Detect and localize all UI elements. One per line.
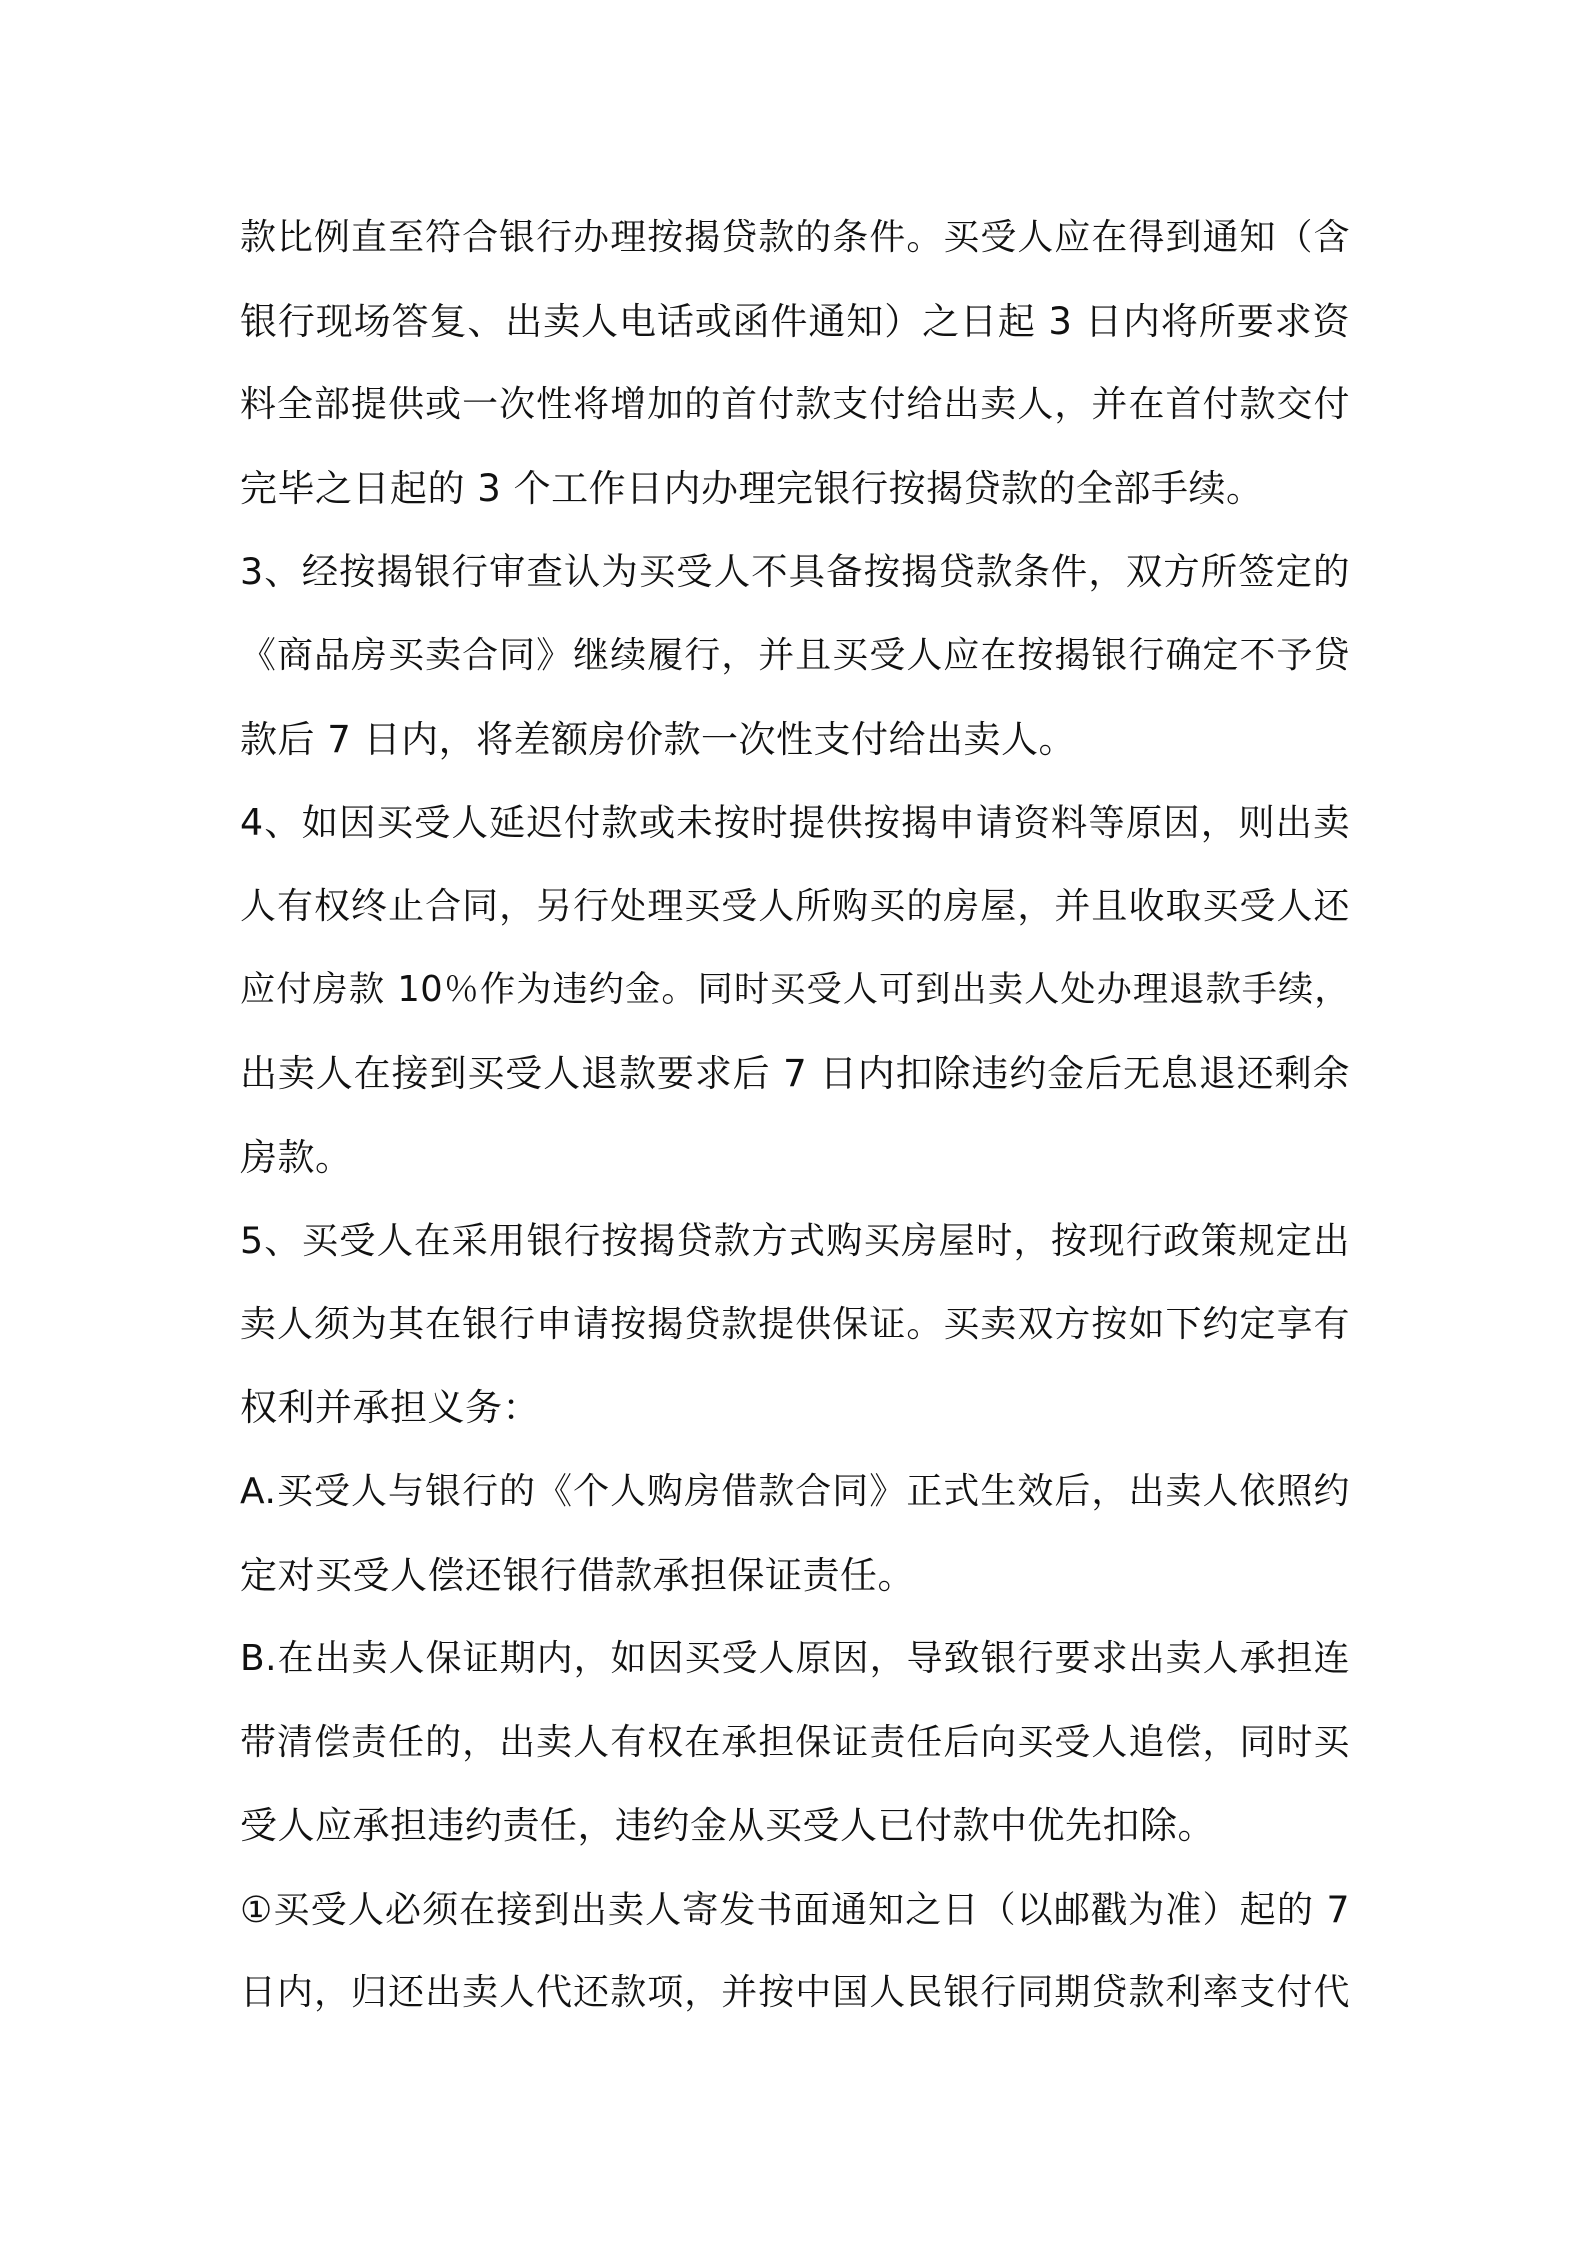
text-line: B.在出卖人保证期内，如因买受人原因，导致银行要求出卖人承担连 (240, 1638, 1350, 1680)
text-line: 房款。 (240, 1135, 353, 1179)
text-line: ①买受人必须在接到出卖人寄发书面通知之日（以邮戳为准）起的 7 (240, 1887, 1350, 1931)
text-line: 4、如因买受人延迟付款或未按时提供按揭申请资料等原因，则出卖 (240, 801, 1350, 845)
text-line: 定对买受人偿还银行借款承担保证责任。 (240, 1553, 915, 1597)
text-line: 完毕之日起的 3 个工作日内办理完银行按揭贷款的全部手续。 (240, 466, 1264, 510)
text-line: 卖人须为其在银行申请按揭贷款提供保证。买卖双方按如下约定享有 (240, 1303, 1350, 1345)
document-body (240, 196, 1350, 2035)
text-line: 款后 7 日内，将差额房价款一次性支付给出卖人。 (240, 717, 1077, 761)
text-line: 受人应承担违约责任，违约金从买受人已付款中优先扣除。 (240, 1804, 1215, 1848)
text-line: 3、经按揭银行审查认为买受人不具备按揭贷款条件，双方所签定的 (240, 550, 1350, 594)
text-line: 款比例直至符合银行办理按揭贷款的条件。买受人应在得到通知（含 (240, 217, 1350, 258)
text-line: 人有权终止合同，另行处理买受人所购买的房屋，并且收取买受人还 (240, 885, 1350, 927)
text-line: 带清偿责任的，出卖人有权在承担保证责任后向买受人追偿，同时买 (240, 1721, 1350, 1763)
text-line: 日内，归还出卖人代还款项，并按中国人民银行同期贷款利率支付代 (240, 1972, 1350, 2014)
text-line: 料全部提供或一次性将增加的首付款支付给出卖人，并在首付款交付 (240, 384, 1350, 426)
text-line: 出卖人在接到买受人退款要求后 7 日内扣除违约金后无息退还剩余 (240, 1051, 1350, 1095)
text-line: 《商品房买卖合同》继续履行，并且买受人应在按揭银行确定不予贷 (240, 634, 1350, 676)
text-line: 应付房款 10％作为违约金。同时买受人可到出卖人处办理退款手续， (240, 969, 1350, 1011)
text-line: 银行现场答复、出卖人电话或函件通知）之日起 3 日内将所要求资 (240, 299, 1350, 343)
text-line: A.买受人与银行的《个人购房借款合同》正式生效后，出卖人依照约 (240, 1470, 1350, 1512)
text-line: 5、买受人在采用银行按揭贷款方式购买房屋时，按现行政策规定出 (240, 1219, 1350, 1263)
text-line: 权利并承担义务： (240, 1386, 540, 1430)
